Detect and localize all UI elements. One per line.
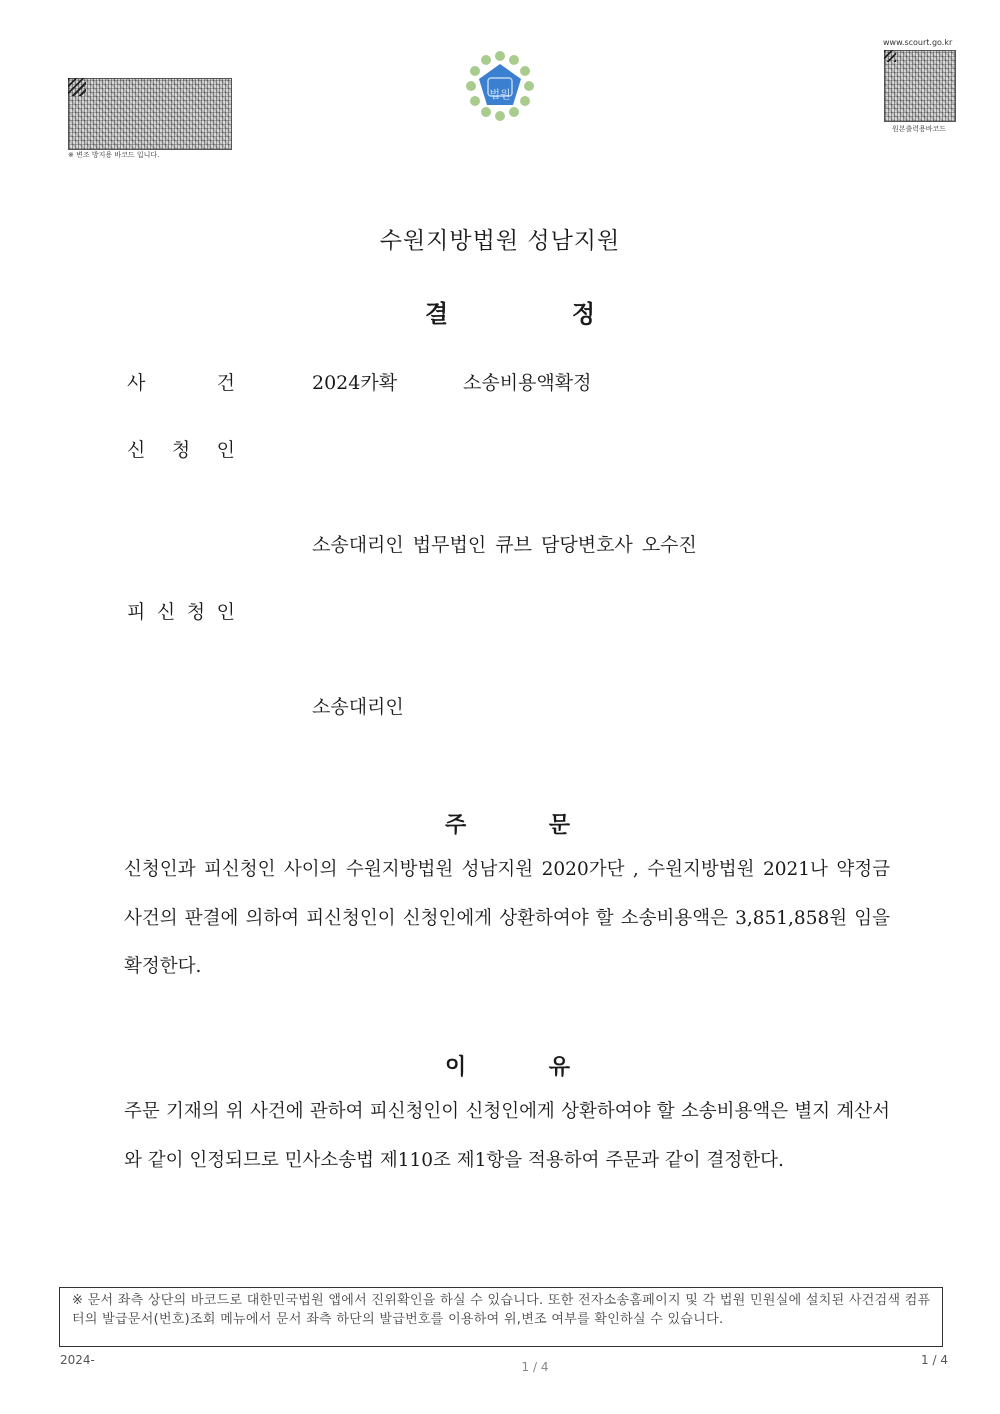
barcode-corner-mark: [68, 78, 86, 96]
order-text: 신청인과 피신청인 사이의 수원지방법원 성남지원 2020가단 , 수원지방법원 2021나 약정금 사건의 판결에 의하여 피신청인이 신청인에게 상환하여야 할 소송비용액은 3,851,858원 임을 확정한다.: [124, 859, 890, 977]
title-char: 결: [425, 300, 449, 328]
case-label: 사 건: [127, 372, 235, 394]
anti-forgery-barcode: [68, 78, 232, 150]
page-number-center: 1 / 4: [521, 1360, 549, 1374]
case-number: 2024카확: [312, 372, 398, 394]
issue-number: 2024-: [60, 1353, 95, 1367]
emblem-label: 법원: [489, 88, 511, 101]
reason-text: 주문 기재의 위 사건에 관하여 피신청인이 신청인에게 상환하여야 할 소송비용액은 별지 계산서와 같이 인정되므로 민사소송법 제110조 제1항을 적용하여 주문과 같이 결정한다.: [124, 1101, 890, 1171]
applicant-label: 신 청 인: [127, 439, 235, 461]
left-barcode-caption: ※ 변조 방지용 바코드 입니다.: [68, 151, 160, 159]
case-name: 소송비용액확정: [463, 372, 592, 394]
court-name: 수원지방법원 성남지원: [379, 228, 621, 254]
verification-notice: ※ 문서 좌측 상단의 바코드로 대한민국법원 앱에서 진위확인을 하실 수 있습니다. 또한 전자소송홈페이지 및 각 법원 민원실에 설치된 사건검색 컴퓨터의 발급문서(번호)조회 메뉴에서 문서 좌측 하단의 발급번호를 이용하여 위,변조 여부를 확인하실 수 있습니다.: [59, 1287, 943, 1347]
respondent-agent: 소송대리인: [312, 696, 404, 718]
right-barcode-caption: 원본출력용바코드: [891, 125, 947, 133]
qr-corner-mark: [884, 50, 896, 62]
page-number-right: 1 / 4: [921, 1353, 948, 1367]
order-heading: 주 문: [445, 813, 570, 838]
respondent-label: 피 신 청 인: [127, 601, 235, 623]
reason-heading: 이 유: [445, 1055, 570, 1080]
document-title: [425, 294, 595, 329]
site-url: www.scourt.go.kr: [883, 38, 953, 47]
title-char: 정: [571, 300, 595, 328]
applicant-agent: 소송대리인 법무법인 큐브 담당변호사 오수진: [312, 534, 697, 556]
